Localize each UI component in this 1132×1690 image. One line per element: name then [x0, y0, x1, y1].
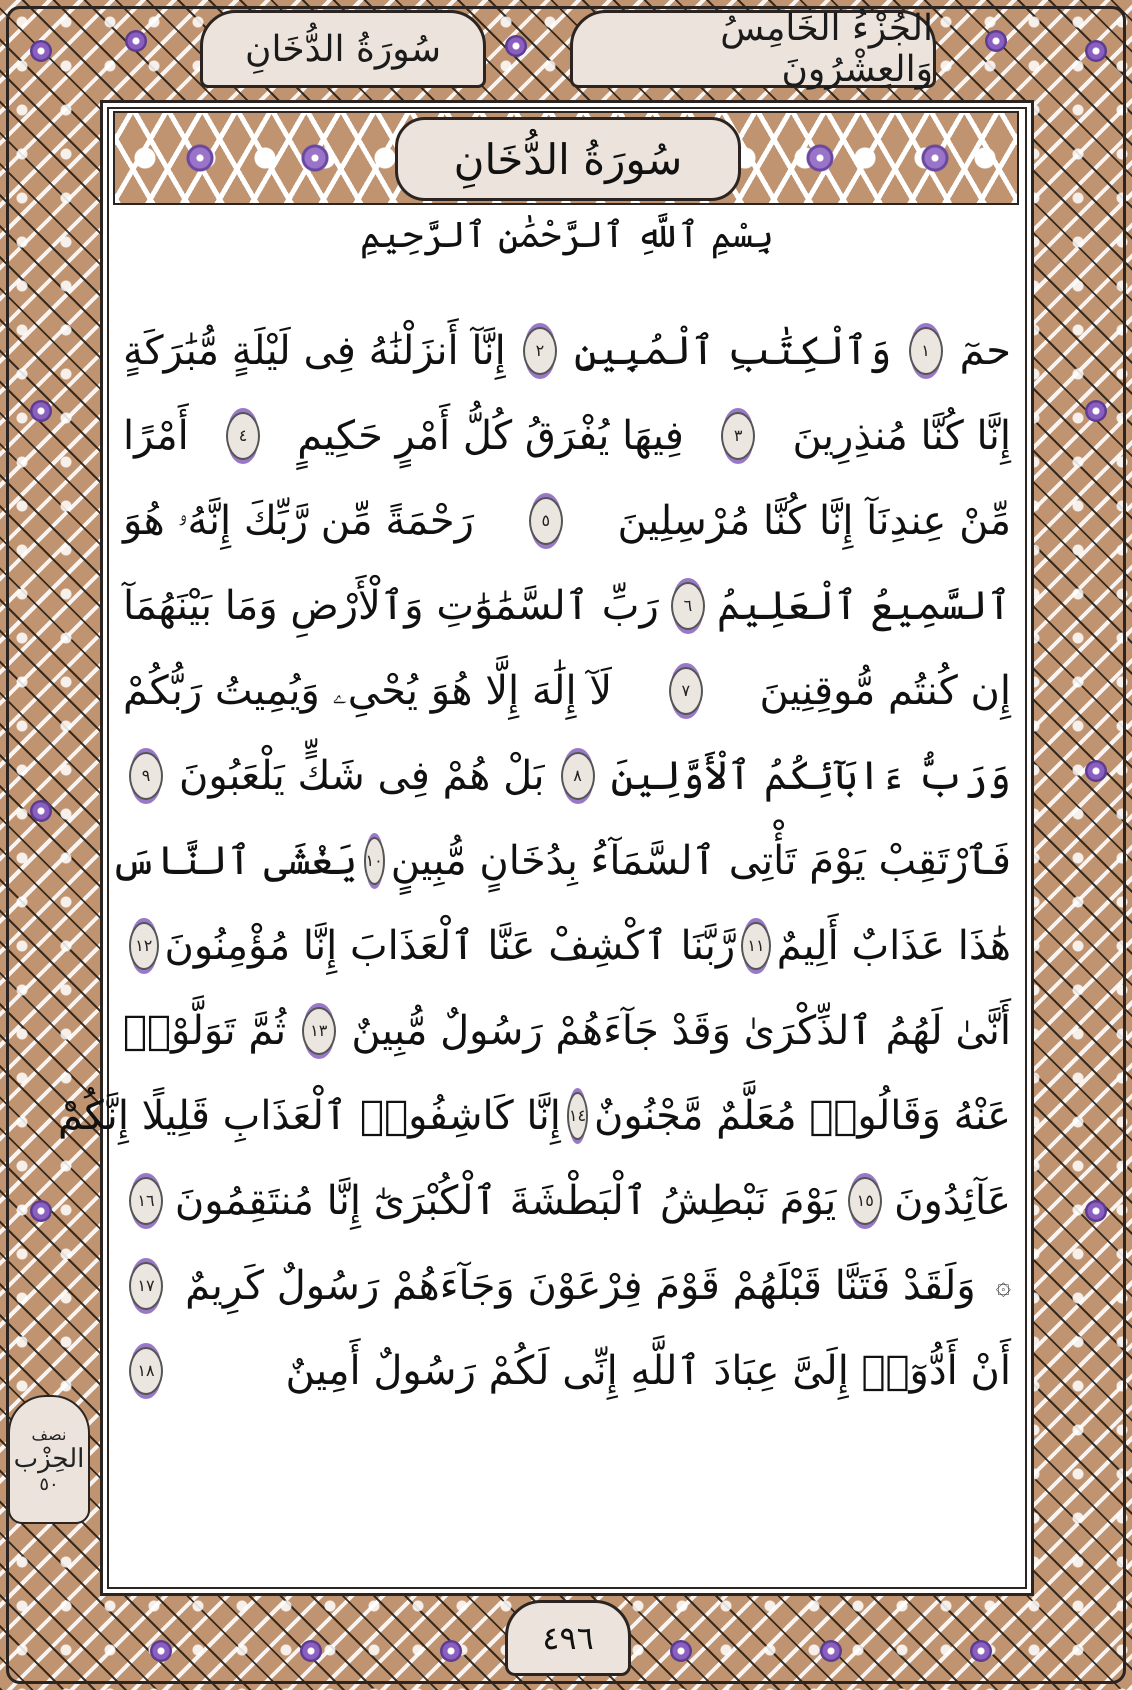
ayah-number-marker-icon: ٧ — [669, 667, 703, 715]
header-surah-name: سُورَةُ الدُّخَانِ — [200, 10, 486, 88]
verse-text: رَبِّ ٱلسَّمَٰوَٰتِ وَٱلْأَرْضِ وَمَا بَيْنَهُمَآ — [123, 582, 659, 629]
verse-line — [123, 1243, 1011, 1328]
ayah-number-marker-icon: ٤ — [226, 412, 260, 460]
verse-line — [123, 1328, 1011, 1413]
ayah-number-marker-icon: ١٢ — [129, 922, 159, 970]
verse-text: بَلْ هُمْ فِى شَكٍّ يَلْعَبُونَ — [179, 752, 545, 799]
flower-ornament-icon — [30, 800, 52, 822]
verse-text: وَٱلْكِتَٰبِ ٱلْمُبِينِ — [574, 327, 892, 374]
verse-text: أَمْرًا — [123, 412, 189, 459]
verse-text: إِنَّآ أَنزَلْنَٰهُ فِى لَيْلَةٍ مُّبَٰرَكَةٍ — [123, 327, 506, 374]
header-juz-name: الجُزْءُ الخَامِسُ وَالعِشْرُونَ — [570, 10, 936, 88]
verse-text: ثُمَّ تَوَلَّوْا۟ — [123, 1007, 287, 1054]
verse-text: أَنْ أَدُّوٓا۟ إِلَىَّ عِبَادَ ٱللَّهِ إِنِّى لَكُمْ رَسُولٌ أَمِينٌ — [285, 1347, 1011, 1394]
verse-text: أَنَّىٰ لَهُمُ ٱلذِّكْرَىٰ وَقَدْ جَآءَهُمْ رَسُولٌ مُّبِينٌ — [351, 1007, 1011, 1054]
verse-line — [123, 393, 1011, 478]
flower-ornament-icon — [300, 1640, 322, 1662]
verse-line — [57, 1073, 1011, 1158]
flower-ornament-icon — [985, 30, 1007, 52]
verse-text: فِيهَا يُفْرَقُ كُلُّ أَمْرٍ حَكِيمٍ — [297, 412, 684, 459]
ayah-number-marker-icon: ٢ — [523, 327, 557, 375]
flower-ornament-icon — [300, 143, 330, 173]
verse-text: ٱلسَّمِيعُ ٱلْعَلِيمُ — [717, 582, 1011, 629]
hizb-number: ٥٠ — [39, 1473, 59, 1495]
flower-ornament-icon — [1085, 760, 1107, 782]
flower-ornament-icon — [1085, 400, 1107, 422]
ayah-number-marker-icon: ٨ — [561, 752, 595, 800]
ayah-number-marker-icon: ١٤ — [567, 1092, 588, 1140]
flower-ornament-icon — [30, 40, 52, 62]
ayah-number-marker-icon: ١٣ — [302, 1007, 336, 1055]
verse-line — [123, 648, 1011, 733]
ayah-number-marker-icon: ٦ — [671, 582, 705, 630]
verse-text: فَٱرْتَقِبْ يَوْمَ تَأْتِى ٱلسَّمَآءُ بِدُخَانٍ مُّبِينٍ — [390, 837, 1011, 884]
flower-ornament-icon — [820, 1640, 842, 1662]
ayah-number-marker-icon: ١١ — [741, 922, 771, 970]
flower-ornament-icon — [970, 1640, 992, 1662]
hizb-fraction-label: نصف — [31, 1424, 67, 1444]
ayah-number-marker-icon: ١٨ — [129, 1347, 163, 1395]
flower-ornament-icon — [30, 1200, 52, 1222]
ayah-number-marker-icon: ٣ — [721, 412, 755, 460]
flower-ornament-icon — [30, 400, 52, 422]
flower-ornament-icon — [1085, 1200, 1107, 1222]
verse-text: يَغْشَى ٱلنَّاسَ — [110, 837, 358, 884]
text-panel — [57, 100, 1034, 1596]
ayah-number-marker-icon: ١٦ — [129, 1177, 163, 1225]
basmala: بِسْمِ ٱللَّهِ ٱلرَّحْمَٰنِ ٱلرَّحِيمِ — [359, 215, 775, 256]
verse-line — [110, 818, 1011, 903]
verse-text: حمٓ — [959, 327, 1011, 374]
hizb-label: الحِزْب — [13, 1443, 85, 1474]
verse-text: يَوْمَ نَبْطِشُ ٱلْبَطْشَةَ ٱلْكُبْرَىٰٓ إِنَّا مُنتَقِمُونَ — [174, 1177, 837, 1224]
verse-line — [123, 478, 1011, 563]
flower-ornament-icon — [125, 30, 147, 52]
verse-text: رَّبَّنَا ٱكْشِفْ عَنَّا ٱلْعَذَابَ إِنَّا مُؤْمِنُونَ — [164, 922, 736, 969]
flower-ornament-icon — [920, 143, 950, 173]
verse-text: هَٰذَا عَذَابٌ أَلِيمٌ — [776, 922, 1011, 969]
verse-line — [123, 903, 1011, 988]
verse-text: وَلَقَدْ فَتَنَّا قَبْلَهُمْ قَوْمَ فِرْعَوْنَ وَجَآءَهُمْ رَسُولٌ كَرِيمٌ — [185, 1262, 976, 1309]
ayah-number-marker-icon: ١٠ — [364, 837, 385, 885]
flower-ornament-icon — [505, 35, 527, 57]
verse-line — [123, 563, 1011, 648]
hizb-marker — [8, 1395, 90, 1524]
rub-el-hizb-star-icon: ۞ — [995, 1270, 1011, 1301]
verse-lines — [57, 308, 1011, 1413]
flower-ornament-icon — [440, 1640, 462, 1662]
verse-text: مِّنْ عِندِنَآ إِنَّا كُنَّا مُرْسِلِينَ — [617, 497, 1011, 544]
verse-text: إِنَّا كُنَّا مُنذِرِينَ — [792, 412, 1011, 459]
verse-text: عَنْهُ وَقَالُوا۟ مُعَلَّمٌ مَّجْنُونٌ — [594, 1092, 1011, 1139]
flower-ornament-icon — [1085, 40, 1107, 62]
ayah-number-marker-icon: ١٥ — [848, 1177, 882, 1225]
surah-title-banner — [113, 111, 1019, 205]
verse-text: عَآئِدُونَ — [894, 1177, 1011, 1224]
ayah-number-marker-icon: ٩ — [129, 752, 163, 800]
verse-line — [123, 308, 1011, 393]
verse-text: إِن كُنتُم مُّوقِنِينَ — [759, 667, 1011, 714]
ayah-number-marker-icon: ١٧ — [129, 1262, 163, 1310]
verse-text: رَحْمَةً مِّن رَّبِّكَ إِنَّهُۥ هُوَ — [123, 497, 474, 544]
verse-line — [123, 733, 1011, 818]
flower-ornament-icon — [185, 143, 215, 173]
flower-ornament-icon — [805, 143, 835, 173]
ayah-number-marker-icon: ١ — [909, 327, 943, 375]
ayah-number-marker-icon: ٥ — [529, 497, 563, 545]
verse-text: لَآ إِلَٰهَ إِلَّا هُوَ يُحْىِۦ وَيُمِيتُ رَبُّكُمْ — [123, 667, 613, 714]
flower-ornament-icon — [670, 1640, 692, 1662]
verse-text: وَرَبُّ ءَابَآئِكُمُ ٱلْأَوَّلِينَ — [610, 752, 1011, 799]
verse-text: إِنَّا كَاشِفُوا۟ ٱلْعَذَابِ قَلِيلًا إِنَّكُمْ — [57, 1092, 561, 1139]
verse-line — [123, 1158, 1011, 1243]
flower-ornament-icon — [150, 1640, 172, 1662]
page-number: ٤٩٦ — [505, 1600, 631, 1676]
verse-line — [123, 988, 1011, 1073]
surah-title: سُورَةُ الدُّخَانِ — [395, 117, 741, 201]
